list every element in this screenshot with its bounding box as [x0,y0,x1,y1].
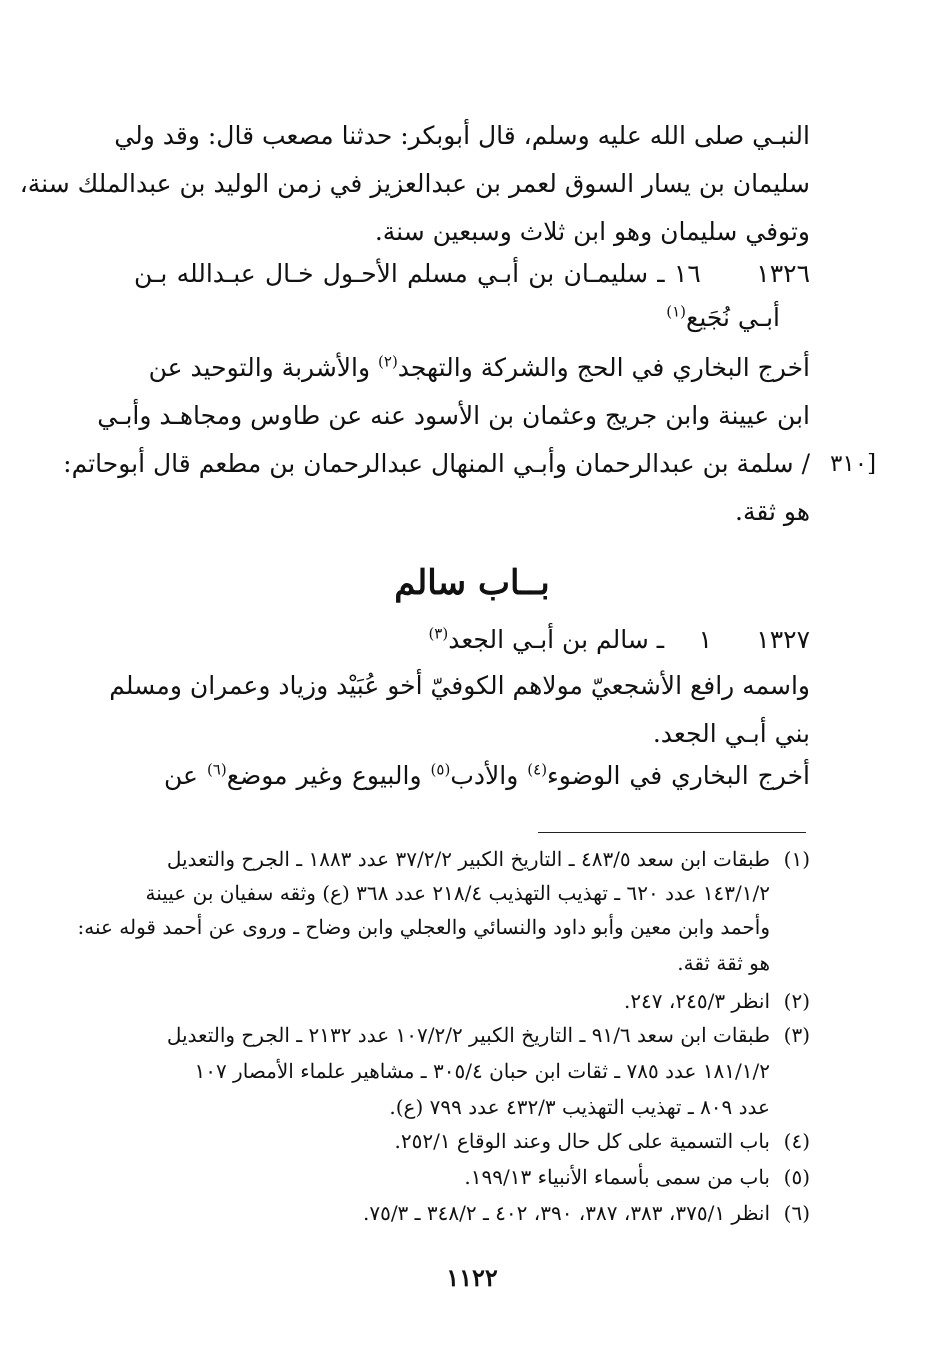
entry-1326-heading [134,252,810,296]
entry-number: ١٣٢٦ [756,259,810,288]
footnote-line: ١٤٣/١/٢ عدد ٦٢٠ ـ تهذيب التهذيب ٢١٨/٤ عدد ٣٦٨ (ع) وثقه سفيان بن عيينة [145,881,770,905]
body-line: ابن عيينة وابن جريج وعثمان بن الأسود عنه عن طاوس ومجاهـد وأبـي [97,401,810,430]
section-heading: بــاب سالم [394,563,550,603]
footnote-ref: (٤) [527,760,548,779]
footnote-number: (٢) [783,989,810,1013]
body-line: بني أبـي الجعد. [652,719,810,748]
footnote-4: (٤)باب التسمية على كل حال وعند الوقاع ٢٥٢/١. [110,1124,810,1158]
footnote-separator [538,832,806,833]
footnote-6: (٦)انظر ٣٧٥/١، ٣٨٣، ٣٨٧، ٣٩٠، ٤٠٢ ـ ٣٤٨/٢ ـ ٧٥/٣. [110,1196,810,1230]
footnote-number: (٤) [783,1129,810,1153]
body-line: أخرج البخاري في الوضوء$^{(٤)}$ والأدب$^{(٥)}$ والبيوع وغير موضع$^{(٦)}$ عن [164,760,810,790]
body-line: هو ثقة. [735,497,810,526]
footnote-line: هو ثقة ثقة. [677,951,770,975]
body-line: / سلمة بن عبدالرحمان وأبـي المنهال عبدالرحمان بن مطعم قال أبوحاتم: [63,449,810,478]
footnote-number: (٣) [783,1023,810,1047]
entry-name: ـ سليمـان بن أبـي مسلم الأحـول خـال عبـدالله بـن [134,259,665,288]
footnote-number: (١) [783,847,810,871]
entry-sub-number: ١ [698,625,713,654]
footnote-ref: (٢) [378,352,398,371]
body-line: النبـي صلى الله عليه وسلم، قال أبوبكر: حدثنا مصعب قال: وقد ولي [114,121,810,150]
entry-name-cont: أبـي نُجَيع [686,303,780,332]
footnote-number: (٦) [783,1201,810,1225]
footnote-ref: (٣) [428,624,449,643]
margin-page-ref: [٣١٠ [830,451,877,477]
body-line: واسمه رافع الأشجعيّ مولاهم الكوفيّ أخو عُبَيْد وزياد وعمران ومسلم [109,671,810,700]
footnote-2: (٢)انظر ٢٤٥/٣، ٢٤٧. [110,984,810,1018]
footnote-5: (٥)باب من سمى بأسماء الأنبياء ١٩٩/١٣. [110,1160,810,1194]
entry-name: ـ سالم بن أبـي الجعد [448,625,665,654]
entry-1326-name-cont [666,296,780,340]
footnote-line: وأحمد وابن معين وأبو داود والنسائي والعجلي وابن وضاح ـ وروى عن أحمد قوله عنه: [77,915,770,939]
footnote-ref: (١) [666,302,687,321]
body-line: وتوفي سليمان وهو ابن ثلاث وسبعين سنة. [374,217,810,246]
entry-1327-heading [428,618,810,662]
body-line: سليمان بن يسار السوق لعمر بن عبدالعزيز في زمن الوليد بن عبدالملك سنة، [19,169,810,198]
footnote-number: (٥) [783,1165,810,1189]
footnote-3: (٣)طبقات ابن سعد ٩١/٦ ـ التاريخ الكبير ١٠٧/٢/٢ عدد ٢١٣٢ ـ الجرح والتعديل [110,1018,810,1052]
entry-number: ١٣٢٧ [756,625,810,654]
footnote-line: عدد ٨٠٩ ـ تهذيب التهذيب ٤٣٢/٣ عدد ٧٩٩ (ع). [389,1095,770,1119]
footnote-line: ١٨١/١/٢ عدد ٧٨٥ ـ ثقات ابن حبان ٣٠٥/٤ ـ مشاهير علماء الأمصار ١٠٧ [194,1059,770,1083]
page-number: ١١٢٢ [446,1263,498,1292]
entry-sub-number: ١٦ [673,259,701,288]
footnote-ref: (٥) [430,760,451,779]
footnote-1: (١)طبقات ابن سعد ٤٨٣/٥ ـ التاريخ الكبير ٣٧/٢/٢ عدد ١٨٨٣ ـ الجرح والتعديل [110,842,810,876]
footnote-ref: (٦) [206,760,227,779]
body-line: أخرج البخاري في الحج والشركة والتهجد$^{(٢)}$ والأشربة والتوحيد عن [148,352,810,382]
